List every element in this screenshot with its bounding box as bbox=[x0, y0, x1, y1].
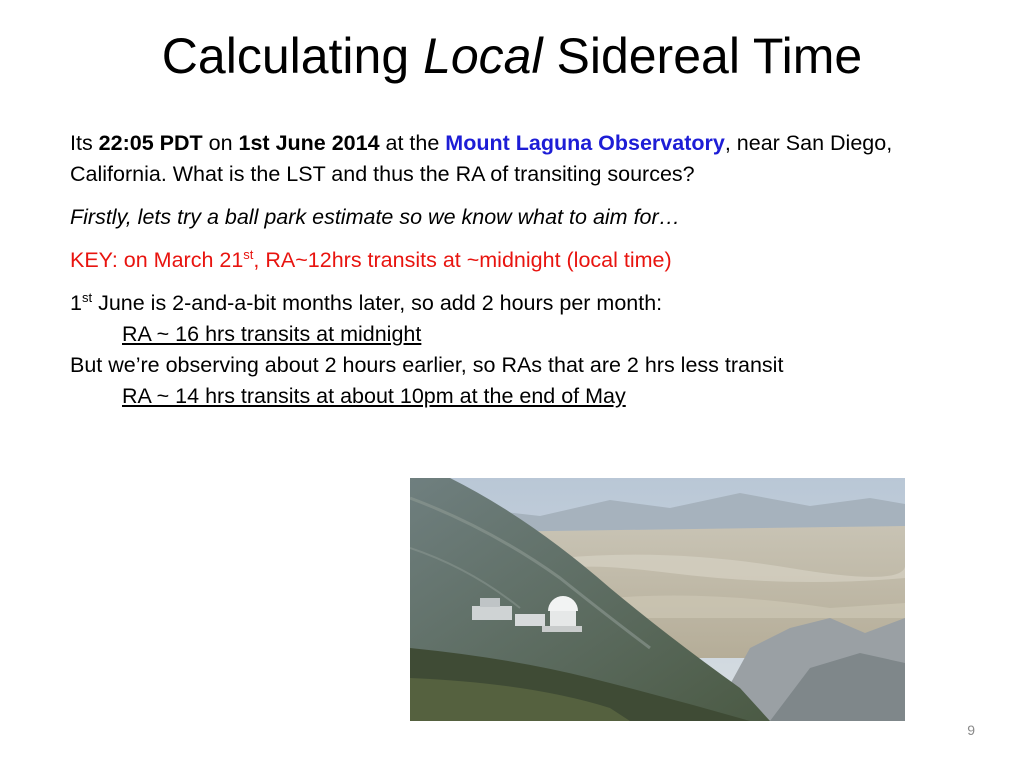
key-text-2: , RA~12hrs transits at ~midnight (local time) bbox=[253, 248, 672, 272]
slide-body bbox=[70, 128, 970, 412]
observatory-link[interactable]: Mount Laguna Observatory bbox=[445, 131, 725, 155]
page-number: 9 bbox=[967, 722, 975, 738]
midnight-result: RA ~ 16 hrs transits at midnight bbox=[122, 322, 422, 346]
estimate-paragraph: Firstly, lets try a ball park estimate so we know what to aim for… bbox=[70, 205, 681, 229]
midnight-result-line bbox=[70, 319, 970, 350]
title-part-local: Local bbox=[423, 28, 543, 84]
key-superscript: st bbox=[243, 246, 254, 262]
intro-time: 22:05 PDT bbox=[98, 131, 203, 155]
intro-text-3: at the bbox=[379, 131, 446, 155]
earlier-line: But we’re observing about 2 hours earlier, so RAs that are 2 hrs less transit bbox=[70, 353, 784, 377]
intro-text-4: , near San Diego, California. What is the LST and thus the RA of transiting sources? bbox=[70, 131, 893, 186]
intro-paragraph bbox=[70, 128, 970, 190]
tenpm-result: RA ~ 14 hrs transits at about 10pm at the end of May bbox=[122, 384, 626, 408]
june-superscript: st bbox=[81, 289, 93, 305]
tenpm-result-line bbox=[70, 381, 970, 412]
title-part-1: Calculating bbox=[161, 28, 424, 84]
key-line bbox=[70, 245, 970, 276]
intro-date: 1st June 2014 bbox=[238, 131, 380, 155]
june-text-1: 1 bbox=[70, 291, 82, 315]
intro-text-1: Its bbox=[70, 131, 99, 155]
title-part-3: Sidereal Time bbox=[542, 28, 863, 84]
observatory-photo bbox=[410, 478, 905, 721]
intro-text-2: on bbox=[202, 131, 239, 155]
june-text-2: June is 2-and-a-bit months later, so add 2 hours per month: bbox=[92, 291, 663, 315]
key-text-1: KEY: on March 21 bbox=[70, 248, 244, 272]
june-line bbox=[70, 288, 970, 319]
slide-title bbox=[0, 28, 1024, 86]
observatory-landscape-image bbox=[410, 478, 905, 721]
